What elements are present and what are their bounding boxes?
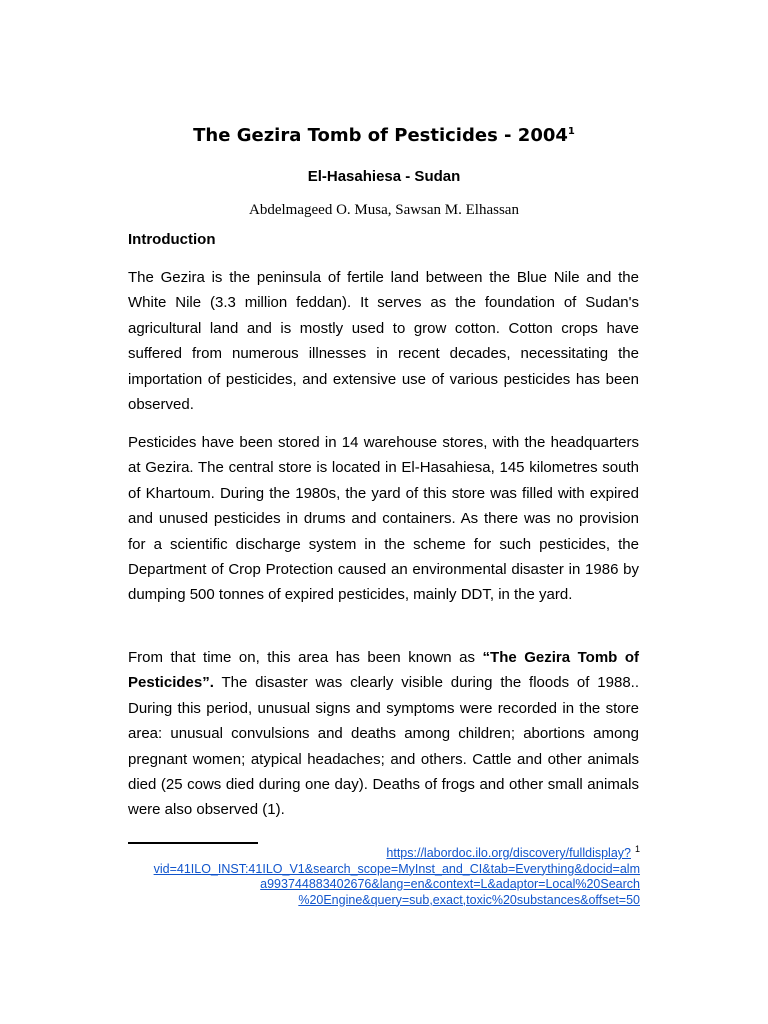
paragraph-3-rest: The disaster was clearly visible during the floods of 1988.. During this period, unusual signs and symptoms were recorded in the store area: unusual convulsions and deaths among children; abortions among pregnant women; atypical headaches; and others. Cattle and other animals died (25 cows died during one day). Deaths of frogs and other small animals were also observed (1). [128,674,639,819]
footnote-line-2 [128,862,640,878]
document-authors: Abdelmageed O. Musa, Sawsan M. Elhassan [249,202,519,218]
footnote-link-part-1[interactable]: https://labordoc.ilo.org/discovery/fulldisplay? [386,846,631,860]
paragraph-1: The Gezira is the peninsula of fertile land between the Blue Nile and the White Nile (3.3 million feddan). It serves as the foundation of Sudan's agricultural land and is mostly used to grow cotton. Cotton crops have suffered from numerous illnesses in recent decades, necessitating the importation of pesticides, and extensive use of various pesticides has been observed. [128,269,639,414]
footnote-line-3 [128,877,640,893]
footnote-link-part-3[interactable]: a993744883402676&lang=en&context=L&adaptor=Local%20Search [260,877,640,891]
footnote-line-1 [128,846,640,862]
section-heading-introduction: Introduction [128,231,216,248]
footnote-line-4 [128,893,640,909]
paragraph-2: Pesticides have been stored in 14 warehouse stores, with the headquarters at Gezira. The central store is located in El-Hasahiesa, 145 kilometres south of Khartoum. During the 1980s, the yard of this store was filled with expired and unused pesticides in drums and containers. As there was no provision for a scientific discharge system in the scheme for such pesticides, the Department of Crop Protection caused an environmental disaster in 1986 by dumping 500 tonnes of expired pesticides, mainly DDT, in the yard. [128,434,639,604]
paragraph-3 [128,645,639,823]
paragraph-3-bold: “The Gezira Tomb of Pesticides”. [128,649,640,692]
footnote-separator [128,842,258,844]
document-title [0,124,768,148]
footnote-link-part-4[interactable]: %20Engine&query=sub,exact,toxic%20substances&offset=50 [298,892,640,907]
paragraph-3-lead: From that time on, this area has been known as [128,649,483,666]
title-text: The Gezira Tomb of Pesticides - 2004 [193,125,568,146]
title-footnote-ref[interactable]: 1 [567,126,575,137]
footnote [128,846,640,908]
footnote-link-part-2[interactable]: vid=41ILO_INST:41ILO_V1&search_scope=MyInst_and_CI&tab=Everything&docid=alm [153,861,640,876]
document-location: El-Hasahiesa - Sudan [307,168,461,185]
footnote-marker: 1 [634,844,640,854]
